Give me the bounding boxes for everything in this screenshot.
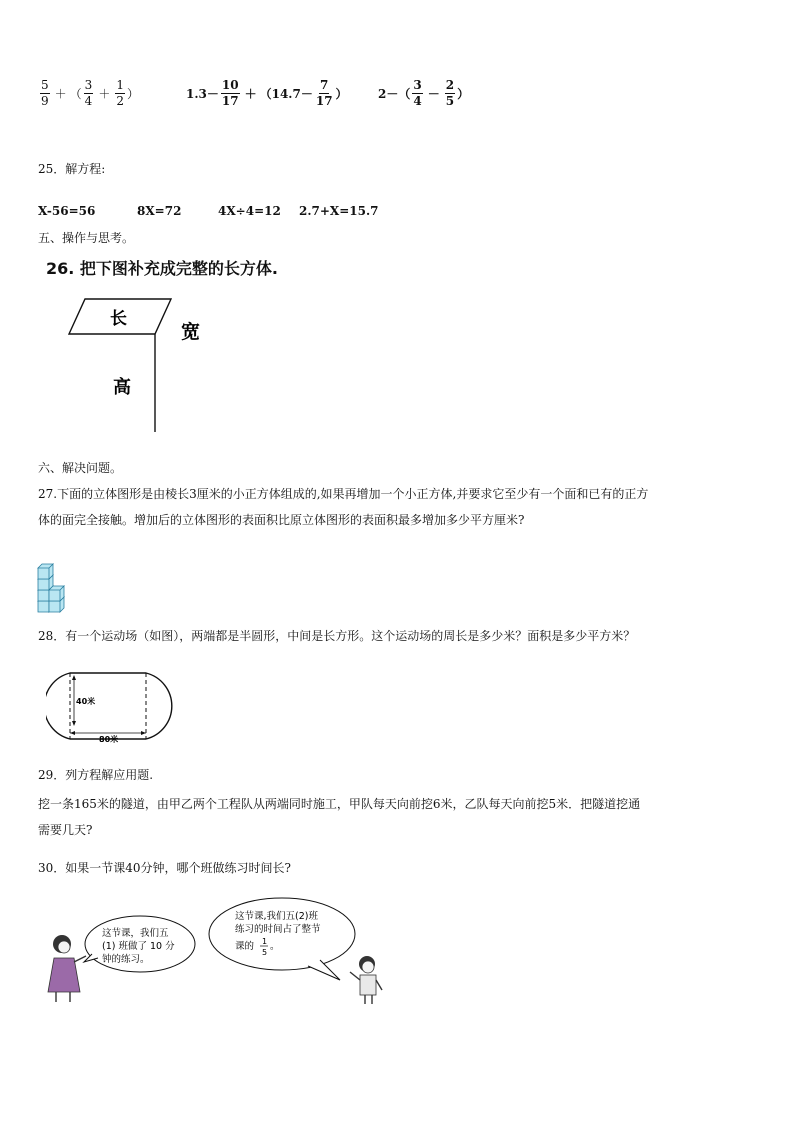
svg-text:钟的练习。: 钟的练习。 [102, 954, 150, 965]
section-6-title: 六、解决问题。 [38, 461, 123, 475]
stadium-figure [46, 669, 186, 745]
fraction: $\frac{10}{17}$ [221, 78, 239, 108]
label-height: 高 [113, 377, 131, 398]
svg-text:(1) 班做了 10 分: (1) 班做了 10 分 [102, 941, 175, 952]
cube-stack [38, 564, 64, 612]
paren: （ [69, 87, 82, 101]
section-5-title: 五、操作与思考。 [38, 231, 135, 245]
arrow-head [72, 675, 76, 680]
boy-shirt [360, 975, 376, 995]
q29-title: 29．列方程解应用题. [38, 768, 154, 782]
boy-face [362, 961, 374, 973]
fraction: $\frac{7}{17}$ [315, 78, 333, 108]
cube-stack-figure [36, 546, 76, 614]
label-width: 宽 [181, 321, 201, 343]
fraction: $\frac{5}{9}$ [41, 78, 49, 108]
width-label: 80米 [99, 735, 119, 744]
arrow-head [141, 731, 146, 735]
operator: ＋ [244, 87, 257, 101]
fraction: $\frac{3}{4}$ [84, 78, 93, 108]
small-cube [38, 564, 53, 579]
boy-figure [350, 956, 382, 1004]
height-label: 40米 [76, 697, 96, 706]
cuboid-sketch [60, 290, 230, 440]
stadium-outline [46, 673, 172, 739]
operator: ＋ [98, 87, 111, 101]
label-length: 长 [110, 309, 127, 329]
q30-text: 30．如果一节课40分钟，哪个班做练习时间长? [38, 861, 291, 875]
girl-figure [48, 935, 86, 1002]
operator: ＋ [54, 87, 67, 101]
svg-text:这节课,我们五(2)班: 这节课,我们五(2)班 [235, 911, 318, 922]
svg-text:课的: 课的 [235, 941, 255, 952]
small-cube [49, 586, 64, 601]
fraction: $\frac{1}{2}$ [116, 78, 124, 108]
q28-text: 28．有一个运动场（如图），两端都是半圆形，中间是长方形。这个运动场的周长是多少米？面积是多少平方米？ [38, 629, 636, 643]
equation-4: 2.7+X=15.7 [299, 204, 379, 218]
girl-dress [48, 958, 80, 992]
svg-text:。: 。 [270, 941, 280, 952]
equation-2: 8X=72 [137, 204, 182, 218]
girl-face [58, 941, 70, 953]
fraction: $\frac{2}{5}$ [445, 78, 455, 108]
operator: － [427, 87, 440, 101]
fraction: $\frac{3}{4}$ [413, 78, 422, 108]
expression-1 [38, 78, 139, 109]
expression-3: 2－ （ $\frac{3}{4}$ － $\frac{2}{5}$ ） [378, 78, 470, 108]
boy-frac-num: 1 [262, 937, 268, 946]
svg-text:练习的时间占了整节: 练习的时间占了整节 [235, 924, 321, 935]
equation-3: 4X÷4=12 [218, 204, 281, 218]
arrow-head [72, 721, 76, 726]
arrow-head [70, 731, 75, 735]
q25-title: 25．解方程: [38, 162, 106, 176]
paren: ） [126, 87, 139, 101]
q29-text: 挖一条165米的隧道，由甲乙两个工程队从两端同时施工，甲队每天向前挖6米，乙队每天向前挖5米．把隧道挖通 需要几天? [38, 797, 641, 837]
q30-illustration [40, 892, 400, 1012]
boy-frac-den: 5 [262, 948, 268, 957]
svg-text:这节课，我们五: 这节课，我们五 [102, 928, 169, 939]
q26-title: 26. 把下图补充成完整的长方体. [46, 259, 278, 278]
q27-text: 27.下面的立体图形是由棱长3厘米的小正方体组成的,如果再增加一个小正方体,并要求它至少有一个面和已有的正方 体的面完全接触。增加后的立体图形的表面积比原立体图形的表面积最多增加多少平方厘米? [38, 487, 649, 527]
equation-1: X-56=56 [38, 204, 96, 218]
expression-2: 1.3－ $\frac{10}{17}$ ＋ （14.7－ $\frac{7}{17}$ ） [186, 78, 348, 108]
